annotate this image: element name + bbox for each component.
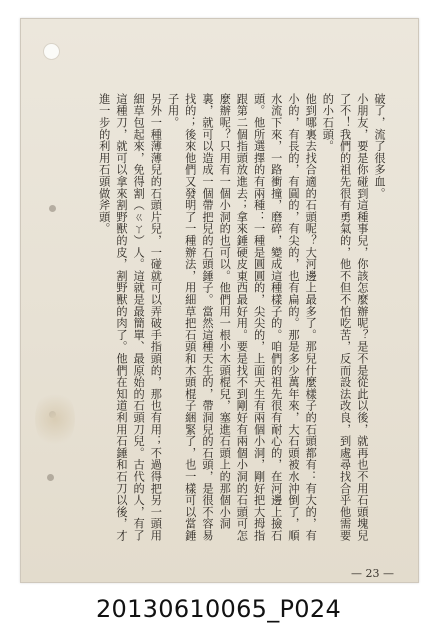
punch-hole-mark <box>49 205 56 212</box>
punch-hole-mark <box>47 474 54 481</box>
image-caption: 20130610065_P024 <box>95 595 342 623</box>
paragraph: 破了，流了很多血。 <box>373 93 386 200</box>
paper-stain <box>35 389 75 449</box>
paragraph: 小朋友，要是你碰到這種事兒，你該怎麼辦呢？是不是從此以後，就再也不用石頭塊兒了不！我們的祖先很有勇氣的，他不但不怕吃苦，反而設法改良，到處尋找合乎他需要的小石頭。 <box>321 93 369 542</box>
paragraph: 他到哪裏去找合適的石頭呢？大河邊上最多了。那兒什麼樣子的石頭都有：有大的，有小的，有長的，有圓的，有尖的，也有扁的。那是多少萬年來，大石頭被水沖倒了，順水流下來，一路衝撞，磨碎，變成這種樣子的。咱們的祖先很有耐心的，在河邊上撿石頭。他所選擇的有兩種：一種是圓圓的，尖尖的，上面天生有兩個小洞，剛好把大拇指跟第二個指頭放進去；拿來錘硬皮東西最好用。要是找不到剛好有兩個小洞的石頭可怎麼辦呢？只用有一個小洞的也可以。他們用一根小木頭棍兒，塞進石頭上的那個小洞裏，就可以造成一個帶把兒的石頭錘子。當然這種天生的，帶洞兒的石頭，是很不容易找的；後來他們又發明了一種辦法，用細草把石頭和木頭棍子綑緊了，也一樣可以當錘子用。 <box>166 93 318 542</box>
body-text <box>96 93 388 543</box>
paragraph: 另外一種薄薄兒的石頭片兒，一碰就可以弄破手指頭的，那也有用；不過得把另一頭用細草包起來，免得割（ㄍㄚ）人。這就是最簡單、最原始的石頭刀兒。古代的人，有了這種刀，就可以拿來割野獸的皮，割野獸的肉了。他們在知道利用石錘和石刀以後，才進一步的利用石頭做斧頭。 <box>97 93 163 542</box>
punch-hole <box>43 43 60 60</box>
page-number: — 23 — <box>351 567 394 580</box>
paper-sheet <box>21 19 418 582</box>
scanned-page <box>20 18 419 583</box>
